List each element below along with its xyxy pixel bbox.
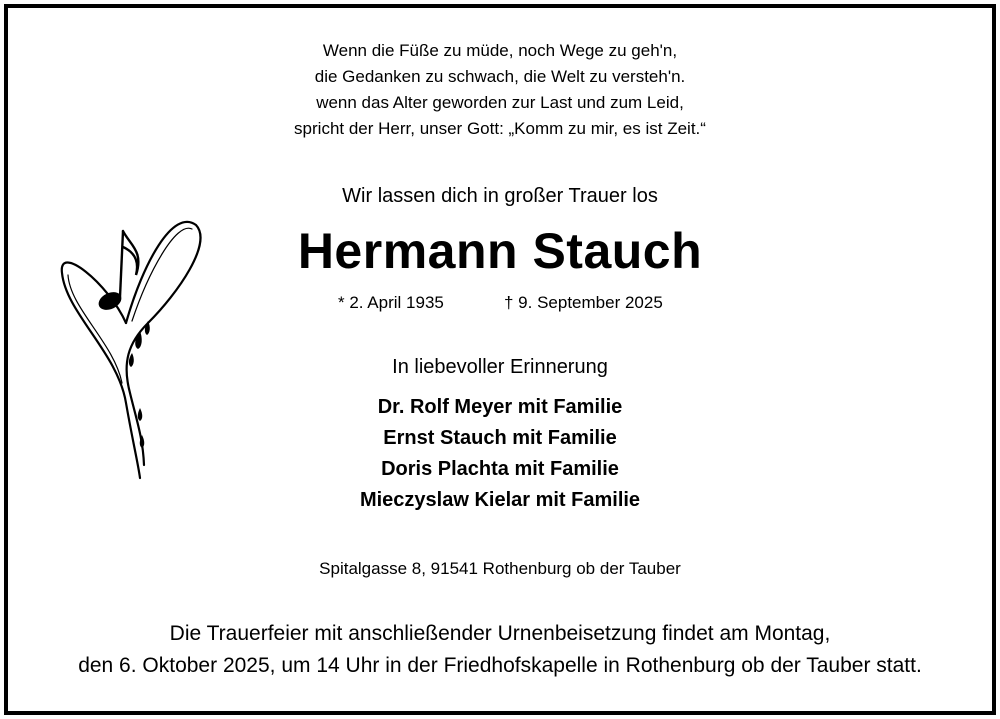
memory-line: In liebevoller Erinnerung: [392, 356, 608, 378]
funeral-line: den 6. Oktober 2025, um 14 Uhr in der Friedhofskapelle in Rothenburg ob der Tauber statt.: [78, 654, 922, 677]
poem-line: Wenn die Füße zu müde, noch Wege zu geh'n,: [322, 41, 678, 60]
poem-line: die Gedanken zu schwach, die Welt zu versteh'n.: [314, 67, 686, 86]
funeral-line: Die Trauerfeier mit anschließender Urnenbeisetzung findet am Montag,: [169, 622, 831, 645]
deceased-name: Hermann Stauch: [297, 223, 703, 279]
funeral-notice: [8, 618, 992, 682]
obituary-frame: [4, 4, 996, 715]
poem-line: wenn das Alter geworden zur Last und zum Leid,: [316, 93, 684, 112]
birth-date: * 2. April 1935: [338, 293, 444, 312]
family-member: Dr. Rolf Meyer mit Familie: [377, 396, 623, 418]
address: Spitalgasse 8, 91541 Rothenburg ob der Tauber: [319, 559, 681, 578]
family-member: Ernst Stauch mit Familie: [383, 427, 617, 449]
family-member: Doris Plachta mit Familie: [381, 458, 619, 480]
poem: [8, 38, 992, 142]
death-date: † 9. September 2025: [504, 293, 663, 312]
family-list: [8, 392, 992, 516]
intro-line: Wir lassen dich in großer Trauer los: [342, 185, 658, 207]
poem-line: spricht der Herr, unser Gott: „Komm zu mir, es ist Zeit.“: [294, 119, 706, 138]
family-member: Mieczyslaw Kielar mit Familie: [359, 489, 641, 511]
